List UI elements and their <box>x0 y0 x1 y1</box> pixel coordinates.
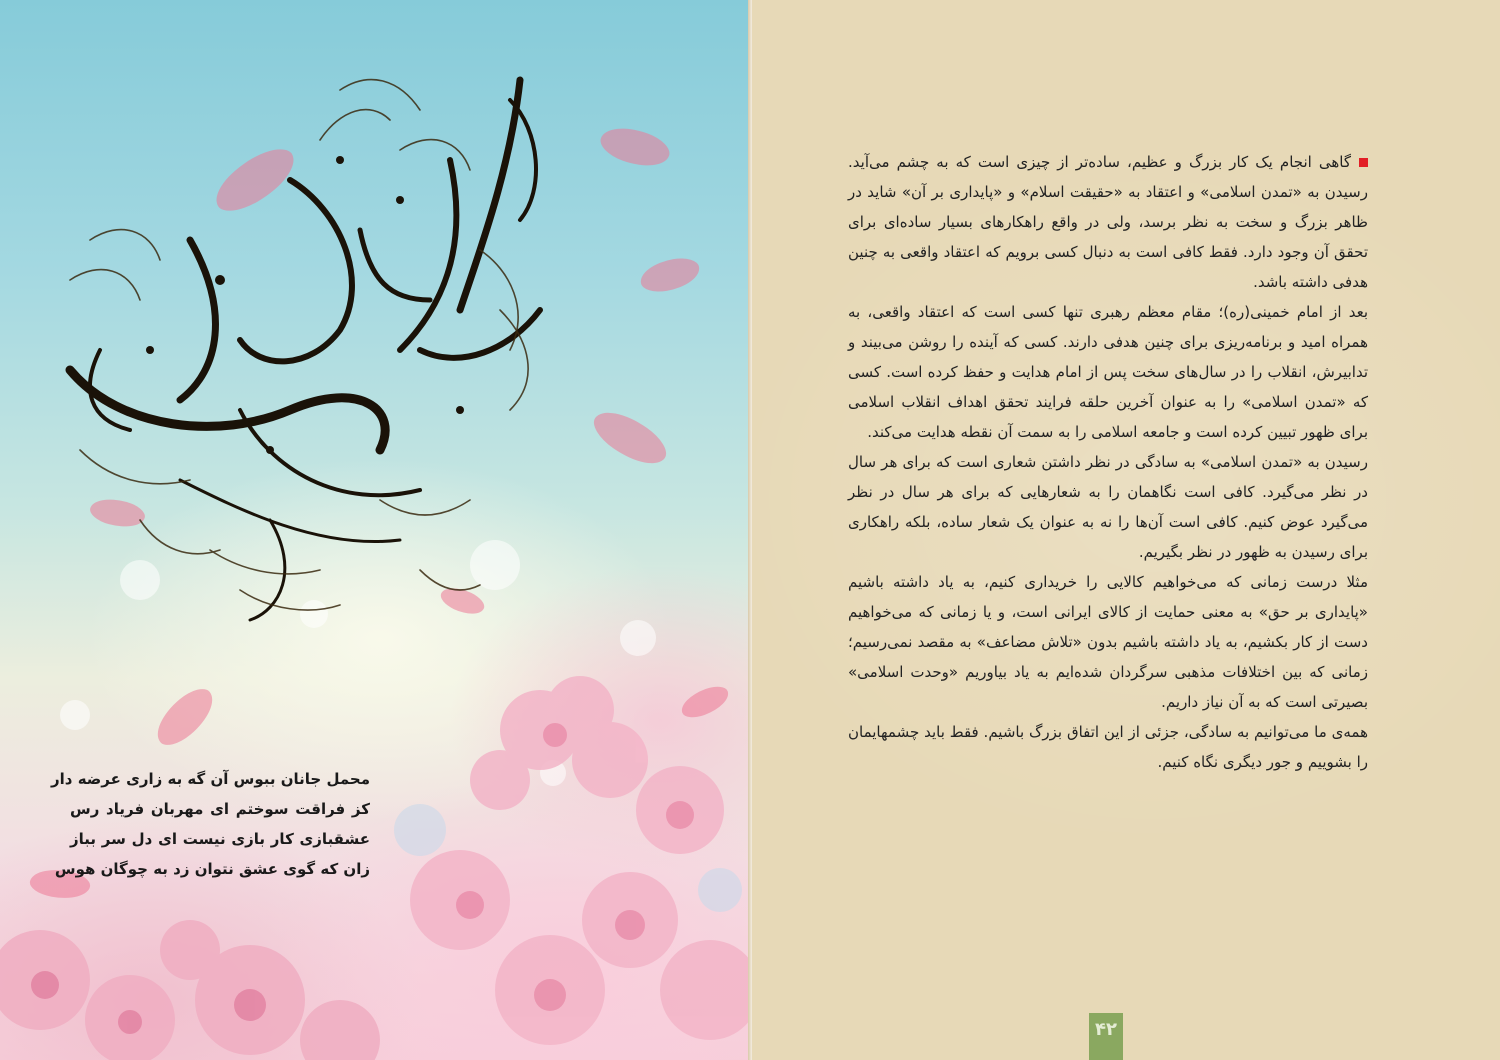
paragraph: بعد از امام خمینی(ره)؛ مقام معظم رهبری تنها کسی است که اعتقاد واقعی، به همراه امید و برنامه‌ریزی برای چنین هدفی دارند. کسی که آینده را روشن می‌بیند و تدابیرش، انقلاب را در سال‌های سخت پس از امام هدایت و حفظ کرده است. کسی که «تمدن اسلامی» را به عنوان آخرین حلقه فرایند تحقق اهداف انقلاب اسلامی برای ظهور تبیین کرده است و جامعه اسلامی را به سمت آن نقطه هدایت می‌کند. <box>848 303 1368 441</box>
artwork-page <box>0 0 748 1060</box>
petal <box>638 255 702 295</box>
flower-cluster <box>380 650 748 1060</box>
bullet-square-icon <box>1359 158 1368 167</box>
paragraph: همه‌ی ما می‌توانیم به سادگی، جزئی از این اتفاق بزرگ باشیم. فقط باید چشمهایمان را بشوییم و جور دیگری نگاه کنیم. <box>848 723 1368 771</box>
poem-line: محمل جانان ببوس آن گه به زاری عرضه دار <box>51 770 370 788</box>
flower-cluster <box>0 870 380 1060</box>
text-page <box>752 0 1500 1060</box>
paragraph <box>848 147 1368 297</box>
page-number: ۴۲ <box>1095 1019 1117 1040</box>
poem <box>51 764 370 884</box>
poem-line: عشقبازی کار بازی نیست ای دل سر بباز <box>70 830 370 848</box>
poem-line: کز فراقت سوختم ای مهربان فریاد رس <box>70 800 370 818</box>
article-body <box>848 147 1368 777</box>
petal <box>147 681 222 752</box>
petal <box>596 119 673 175</box>
page-number-tab <box>1089 1013 1123 1060</box>
paragraph-text: گاهی انجام یک کار بزرگ و عظیم، ساده‌تر از چیزی است که به چشم می‌آید. رسیدن به «تمدن اسلامی» و اعتقاد به «حقیقت اسلام» و «پایداری بر آن» شاید در ظاهر بزرگ و سخت به نظر برسد، ولی در واقع راهکارهای بسیار ساده‌ای برای تحقق آن وجود دارد. فقط کافی است به دنبال کسی برویم که اعتقاد واقعی به چنین هدفی داشته باشد. <box>848 153 1368 291</box>
poem-line: زان که گوی عشق نتوان زد به چوگان هوس <box>54 860 370 878</box>
calligraphy-artwork <box>40 50 600 640</box>
paragraph: مثلا درست زمانی که می‌خواهیم کالایی را خریداری کنیم، به یاد داشته باشیم «پایداری بر حق» به معنی حمایت از کالای ایرانی است، و یا زمانی که می‌خواهیم دست از کار بکشیم، به یاد داشته باشیم بدون «تلاش مضاعف» به مقصد نمی‌رسیم؛ زمانی که بین اختلافات مذهبی سرگردان شده‌ایم به یاد بیاوریم «وحدت اسلامی» بصیرتی است که به آن نیاز داریم. <box>848 573 1368 711</box>
bokeh-light <box>60 700 90 730</box>
paragraph: رسیدن به «تمدن اسلامی» به سادگی در نظر داشتن شعاری است که برای هر سال در نظر می‌گیرد. کافی است نگاهمان را به شعارهایی که برای هر سال در نظر می‌گیرد عوض کنیم. کافی است آن‌ها را نه به عنوان یک شعار ساده، بلکه راهکاری برای رسیدن به ظهور در نظر بگیریم. <box>848 453 1368 561</box>
